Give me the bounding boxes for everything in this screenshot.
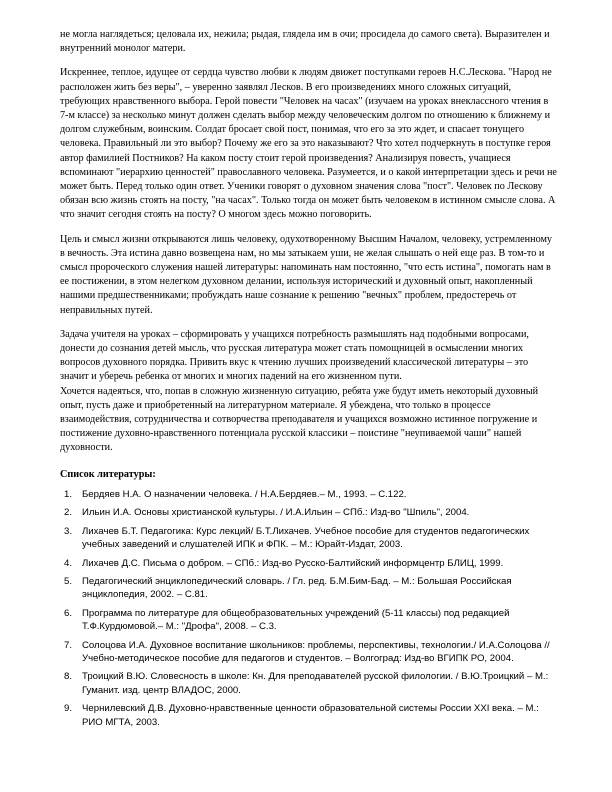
reference-item: [60, 607, 557, 634]
reference-number: 5.: [64, 575, 73, 587]
paragraph-3: Цель и смысл жизни открываются лишь человеку, одухотворенному Высшим Началом, человеку, устремленному в вечность. Эта истина давно возвещена нам, но мы затыкаем уши, не желая слышать о ней еще раз. В том-то и смысл пророческого служения нашей литературы: напоминать нам постоянно, "что есть истина", помогать нам в ее постижении, в этом нелегком духовном делании, используя исторический и духовный опыт, накопленный нашими предшественниками; пробуждать наше сознание к решению "вечных" проблем, предостеречь от неправильных путей.: [60, 233, 553, 316]
references-heading: Список литературы:: [60, 468, 156, 480]
reference-number: 9.: [64, 703, 73, 715]
paragraph-1: не могла наглядеться; целовала их, нежила; рыдая, глядела им в очи; просидела до самого света). Выразителен и внутренний монолог матери.: [60, 29, 550, 55]
reference-number: 4.: [64, 557, 73, 569]
reference-number: 7.: [64, 639, 73, 651]
reference-text: Бердяев Н.А. О назначении человека. / Н.А.Бердяев.– М., 1993. – С.122.: [82, 488, 407, 500]
reference-text: Троицкий В.Ю. Словесность в школе: Кн. Для преподавателей русской филологии. / В.Ю.Троицкий – М.: Гуманит. изд. центр ВЛАДОС, 2000.: [82, 671, 549, 696]
reference-item: [60, 670, 557, 697]
reference-item: [60, 575, 557, 602]
reference-number: 6.: [64, 607, 73, 619]
reference-item: [60, 639, 557, 666]
reference-item: [60, 488, 557, 501]
paragraph-4: Задача учителя на уроках – сформировать у учащихся потребность размышлять над подобными вопросами, донести до сознания детей мысль, что русская литература может стать помощницей в осмыслении многих вопросов духовного порядка. Привить вкус к чтению лучших произведений классической литературы – это значит и уберечь ребенка от многих и многих падений на его жизненном пути.: [60, 328, 529, 383]
paragraph-2: Искреннее, теплое, идущее от сердца чувство любви к людям движет поступками героев Н.С.Лескова. "Народ не расположен жить без веры", – уверенно заявлял Лесков. В его произведениях много сложных ситуаций, требующих нравственного выбора. Герой повести "Человек на часах" (изучаем на уроках внеклассного чтения в 7-м классе) за несколько минут должен сделать выбор между человеческим долгом по отношению к ближнему и долгом служебным, воинским. Солдат бросает свой пост, понимая, что его за это ждет, и спасает тонущего человека. Правильный ли это выбор? Почему же его за это наказывают? Что хотел подчеркнуть в поступке героя автор фамилией Постников? На каком посту стоит герой произведения? Анализируя повесть, учащиеся вспоминают "иерархию ценностей" православного человека. Разумеется, и о какой интерпретации здесь и речи не может быть. Перед только один ответ. Ученики говорят о духовном значения слова "пост". Человек по Лескову обязан всю жизнь стоять на посту, "на часах". Только тогда он может быть человеком в истинном смысле слова. А что значит сегодня стоять на посту? О многом здесь можно поговорить.: [60, 67, 557, 221]
reference-item: [60, 506, 557, 519]
reference-number: 8.: [64, 671, 73, 683]
reference-item: [60, 557, 557, 570]
reference-text: Лихачев Б.Т. Педагогика: Курс лекций/ Б.Т.Лихачев. Учебное пособие для студентов педагогических учебных заведений и слушателей ИПК и ФПК. – М.: Юрайт-Издат, 2003.: [82, 525, 530, 551]
reference-text: Лихачев Д.С. Письма о добром. – СПб.: Изд-во Русско-Балтийский информцентр БЛИЦ, 1999.: [82, 557, 504, 569]
reference-text: Программа по литературе для общеобразовательных учреждений (5-11 классы) под редакцией Т.Ф.Курдюмовой.– М.: "Дрофа", 2008. – С.3.: [82, 607, 510, 633]
reference-text: Чернилевский Д.В. Духовно-нравственные ценности образовательной системы России XXI века. – М.: РИО МГТА, 2003.: [82, 703, 539, 728]
paragraph-5: Хочется надеяться, что, попав в сложную жизненную ситуацию, ребята уже будут иметь некоторый духовный опыт, пусть даже и приобретенный на литературном материале. Я убеждена, что только в процессе взаимодействия, сотрудничества и сотворчества преподавателя и учащихся возможно истинное погружение и постижение духовно-нравственного потенциала русской классики – поистине "неупиваемой чаши" нашей духовности.: [60, 385, 539, 454]
reference-text: Ильин И.А. Основы христианской культуры. / И.А.Ильин – СПб.: Изд-во "Шпиль", 2004.: [82, 507, 470, 519]
reference-number: 1.: [64, 488, 73, 500]
references-list: [60, 488, 557, 729]
reference-text: Солоцова И.А. Духовное воспитание школьников: проблемы, перспективы, технологии./ И.А.Солоцова //Учебно-методическое пособие для педагогов и студентов. – Волгоград: Изд-во ВГИПК РО, 2004.: [82, 639, 550, 664]
reference-item: [60, 702, 557, 729]
reference-number: 2.: [64, 507, 73, 519]
document-body: [60, 28, 557, 734]
reference-item: [60, 525, 557, 552]
reference-number: 3.: [64, 525, 73, 537]
reference-text: Педагогический энциклопедический словарь. / Гл. ред. Б.М.Бим-Бад. – М.: Большая Российская энциклопедия, 2002. – С.81.: [82, 575, 512, 601]
